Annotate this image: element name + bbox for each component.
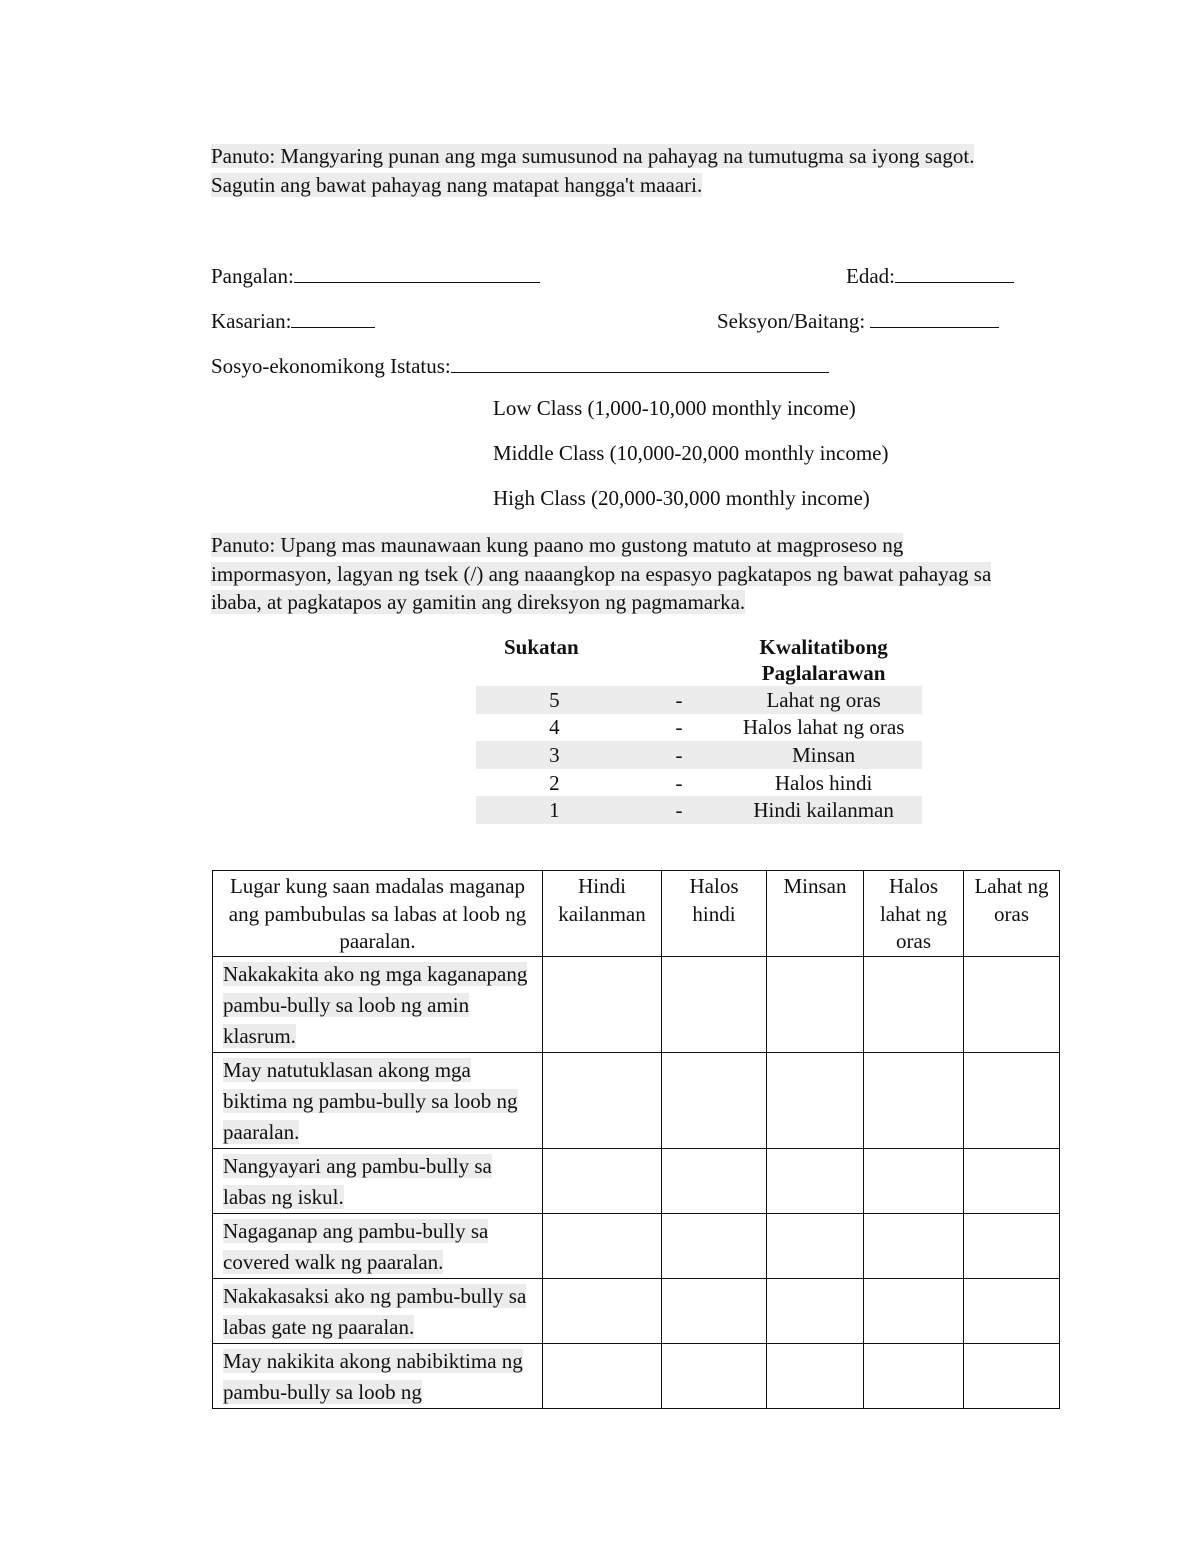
header-always: Lahat ng oras [964,871,1060,957]
answer-cell-always[interactable] [964,1148,1060,1213]
answer-cell-sometimes[interactable] [767,956,864,1052]
answer-cell-sometimes[interactable] [767,1278,864,1343]
instruction-1: Panuto: Mangyaring punan ang mga sumusunod na pahayag na tumutugma sa iyong sagot. Sagutin ang bawat pahayag nang matapat hangga't maaari. [211,144,975,197]
scale-table [476,634,922,824]
answer-cell-rarely[interactable] [662,1278,767,1343]
section-field[interactable] [717,307,999,334]
scale-value: 4 [549,715,560,740]
scale-value: 3 [476,741,633,769]
header-location: Lugar kung saan madalas maganap ang pambubulas sa labas at loob ng paaralan. [213,871,543,957]
answer-cell-almost-always[interactable] [864,956,964,1052]
scale-description: Halos lahat ng oras [742,715,905,740]
scale-row [476,686,922,714]
scale-description: Hindi kailanman [725,796,922,824]
answer-cell-almost-always[interactable] [864,1343,964,1408]
answer-cell-always[interactable] [964,956,1060,1052]
scale-dash: - [633,741,725,769]
scale-row [476,714,922,742]
age-field[interactable] [846,262,1014,289]
scale-value: 5 [476,686,633,714]
scale-value: 2 [549,770,560,795]
statement: Nakakakita ako ng mga kaganapang pambu-bully sa loob ng amin klasrum. [213,956,543,1052]
header-rarely: Halos hindi [662,871,767,957]
table-row [213,956,1060,1052]
scale-description: Halos hindi [774,770,873,795]
table-row [213,1278,1060,1343]
answer-cell-almost-always[interactable] [864,1278,964,1343]
scale-row [476,741,922,769]
status-option-middle[interactable]: Middle Class (10,000-20,000 monthly income) [493,441,889,465]
answer-cell-rarely[interactable] [662,1213,767,1278]
scale-value: 1 [476,796,633,824]
answer-cell-sometimes[interactable] [767,1213,864,1278]
answer-cell-sometimes[interactable] [767,1343,864,1408]
name-label: Pangalan: [211,264,294,288]
answer-cell-never[interactable] [543,1213,662,1278]
answer-cell-always[interactable] [964,1278,1060,1343]
table-row [213,1148,1060,1213]
answer-cell-never[interactable] [543,1148,662,1213]
scale-dash: - [675,715,683,740]
statement: May natutuklasan akong mga biktima ng pambu-bully sa loob ng paaralan. [213,1052,543,1148]
statement: Nagaganap ang pambu-bully sa covered walk ng paaralan. [213,1213,543,1278]
answer-cell-never[interactable] [543,1052,662,1148]
answer-cell-always[interactable] [964,1343,1060,1408]
header-sometimes: Minsan [767,871,864,957]
answer-cell-rarely[interactable] [662,1052,767,1148]
table-row [213,1052,1060,1148]
answer-cell-sometimes[interactable] [767,1148,864,1213]
scale-dash: - [675,770,683,795]
answer-cell-rarely[interactable] [662,1343,767,1408]
answer-cell-always[interactable] [964,1213,1060,1278]
scale-header-value: Sukatan [504,635,579,659]
scale-description: Minsan [725,741,922,769]
answer-cell-never[interactable] [543,1278,662,1343]
scale-row [476,769,922,797]
answer-cell-never[interactable] [543,1343,662,1408]
answer-cell-almost-always[interactable] [864,1052,964,1148]
statement: May nakikita akong nabibiktima ng pambu-bully sa loob ng [213,1343,543,1408]
header-never: Hindi kailanman [543,871,662,957]
scale-row [476,796,922,824]
scale-dash: - [633,796,725,824]
table-row [213,1343,1060,1408]
status-blank[interactable] [451,352,829,373]
answer-cell-never[interactable] [543,956,662,1052]
sex-field[interactable] [211,307,375,334]
status-option-low[interactable]: Low Class (1,000-10,000 monthly income) [493,396,856,420]
survey-table [212,870,1060,1409]
scale-description: Lahat ng oras [725,686,922,714]
statement: Nangyayari ang pambu-bully sa labas ng iskul. [213,1148,543,1213]
section-label: Seksyon/Baitang: [717,309,866,333]
sex-blank[interactable] [291,307,375,328]
answer-cell-rarely[interactable] [662,956,767,1052]
answer-cell-always[interactable] [964,1052,1060,1148]
status-field[interactable] [211,352,829,379]
answer-cell-almost-always[interactable] [864,1148,964,1213]
instruction-2: Panuto: Upang mas maunawaan kung paano mo gustong matuto at magproseso ng impormasyon, lagyan ng tsek (/) ang naaangkop na espasyo pagkatapos ng bawat pahayag sa ibaba, at pagkatapos ay gamitin ang direksyon ng pagmamarka. [211,533,992,614]
section-blank[interactable] [870,307,999,328]
statement: Nakakasaksi ako ng pambu-bully sa labas gate ng paaralan. [213,1278,543,1343]
name-blank[interactable] [294,262,540,283]
table-row [213,1213,1060,1278]
answer-cell-rarely[interactable] [662,1148,767,1213]
answer-cell-almost-always[interactable] [864,1213,964,1278]
sex-label: Kasarian: [211,309,292,333]
scale-header-description: Kwalitatibong Paglalarawan [759,635,888,685]
status-label: Sosyo-ekonomikong Istatus: [211,354,451,378]
name-field[interactable] [211,262,540,289]
answer-cell-sometimes[interactable] [767,1052,864,1148]
age-blank[interactable] [895,262,1014,283]
status-option-high[interactable]: High Class (20,000-30,000 monthly income) [493,486,870,510]
age-label: Edad: [846,264,895,288]
scale-dash: - [633,686,725,714]
header-almost-always: Halos lahat ng oras [864,871,964,957]
